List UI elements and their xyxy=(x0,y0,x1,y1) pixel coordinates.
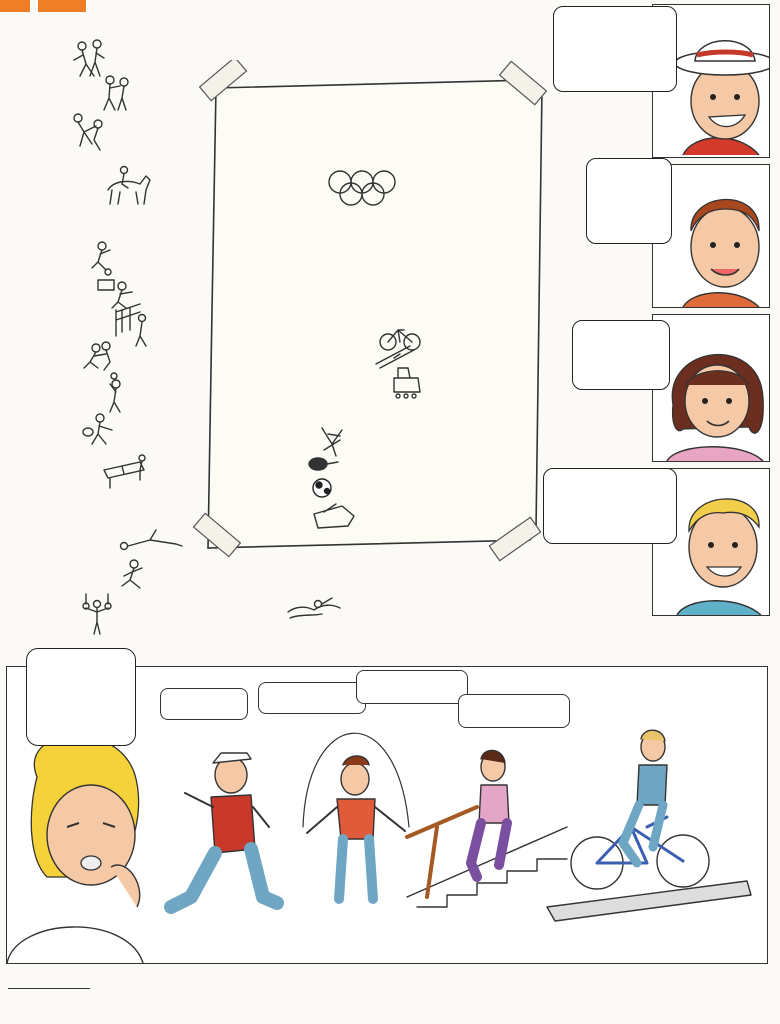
basketball-player-icon xyxy=(110,373,120,412)
horse-rider-icon xyxy=(108,167,150,205)
speech-bubble-cheval xyxy=(572,320,670,390)
jump-rope-kid-figure xyxy=(303,733,409,899)
poster-paper xyxy=(190,60,550,570)
command-sautez xyxy=(258,682,366,714)
karate-figure-icon xyxy=(104,76,128,110)
speech-bubble-coach xyxy=(26,648,136,746)
footnote-divider xyxy=(8,988,90,989)
tennis-player-icon xyxy=(83,414,112,444)
football-player-icon xyxy=(92,242,111,275)
rugby-players-icon xyxy=(84,342,110,370)
coach-girl-figure xyxy=(7,735,143,963)
speech-bubble-tennis xyxy=(586,158,672,244)
speech-bubble-crawl xyxy=(543,468,677,544)
speech-bubble-foot xyxy=(553,6,677,92)
brown-haired-girl-portrait xyxy=(653,315,769,461)
pingpong-table-icon xyxy=(104,455,145,488)
handball-player-icon xyxy=(98,280,132,308)
aikido-figure-icon xyxy=(74,40,104,76)
judo-figure-icon xyxy=(74,114,102,150)
command-courez xyxy=(160,688,248,720)
gymnast-icon xyxy=(121,530,183,550)
rings-gymnast-icon xyxy=(83,594,111,634)
stair-climber-girl-figure xyxy=(407,750,567,907)
ball-gift-icon xyxy=(313,479,331,497)
volleyball-net-icon xyxy=(116,304,146,346)
command-grimpez xyxy=(356,670,468,704)
command-pedalez xyxy=(458,694,570,728)
cyclist-boy-figure xyxy=(547,730,751,921)
runner-boy-figure xyxy=(171,753,277,907)
runner-icon xyxy=(122,560,142,588)
swimmer-icon xyxy=(288,598,340,618)
